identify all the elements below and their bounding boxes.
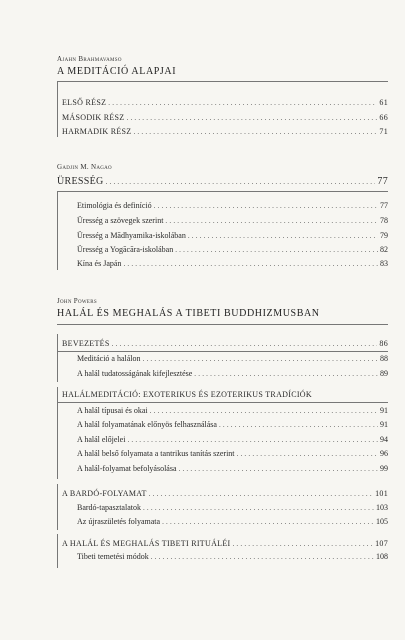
toc-entry[interactable]: Üresség a Yogācāra-iskolában ..... 82 <box>77 244 388 255</box>
toc-entry[interactable]: A halál tudatosságának kifejlesztése ..... 89 <box>77 368 388 379</box>
toc-group-heading[interactable]: A BARDÓ-FOLYAMAT ..... 101 <box>62 488 388 499</box>
group-2-rule <box>57 402 388 403</box>
toc-entry[interactable]: Kína és Japán ..... 83 <box>77 258 388 269</box>
section-2-author: Gadjin M. Nagao <box>57 163 112 171</box>
toc-group-heading[interactable]: A HALÁL ÉS MEGHALÁS TIBETI RITUÁLÉI ..... 107 <box>62 538 388 549</box>
section-1-rule <box>57 81 388 82</box>
group-2-box-edge <box>57 387 58 479</box>
toc-entry[interactable]: Az újraszületés folyamata ..... 105 <box>77 516 388 527</box>
toc-group-heading: HALÁLMEDITÁCIÓ: EXOTERIKUS ÉS EZOTERIKUS TRADÍCIÓK <box>62 390 312 399</box>
group-1-rule <box>57 351 388 352</box>
section-3-author: John Powers <box>57 297 97 305</box>
toc-entry[interactable]: MÁSODIK RÉSZ ..... 66 <box>62 112 388 123</box>
toc-entry[interactable]: Bardó-tapasztalatok ..... 103 <box>77 502 388 513</box>
group-3-box-edge <box>57 484 58 530</box>
toc-entry[interactable]: Üresség a Mādhyamika-iskolában ..... 79 <box>77 230 388 241</box>
toc-entry[interactable]: A halál típusai és okai ..... 91 <box>77 405 388 416</box>
section-1-box-edge <box>57 81 58 137</box>
section-1-author: Ajahn Brahmavamso <box>57 55 122 63</box>
toc-entry[interactable]: Etimológia és definíció ..... 77 <box>77 200 388 211</box>
group-1-box-edge <box>57 334 58 382</box>
section-3-title: HALÁL ÉS MEGHALÁS A TIBETI BUDDHIZMUSBAN <box>57 308 320 319</box>
toc-entry[interactable]: A halál előjelei ..... 94 <box>77 434 388 445</box>
toc-entry[interactable]: A halál folyamatának előnyös felhasználása ..... 91 <box>77 419 388 430</box>
toc-entry[interactable]: ELSŐ RÉSZ ..... 61 <box>62 97 388 108</box>
section-2-title-line[interactable]: ÜRESSÉG ..... 77 <box>57 176 388 187</box>
toc-entry[interactable]: A halál belső folyamata a tantrikus tanítás szerint ..... 96 <box>77 448 388 459</box>
section-2-box-edge <box>57 191 58 270</box>
section-3-rule <box>57 324 388 325</box>
section-2-title: ÜRESSÉG <box>57 176 104 187</box>
section-2-rule <box>57 191 388 192</box>
group-4-box-edge <box>57 534 58 568</box>
toc-entry[interactable]: A halál-folyamat befolyásolása ..... 99 <box>77 463 388 474</box>
toc-group-heading[interactable]: BEVEZETÉS ..... 86 <box>62 338 388 349</box>
toc-entry[interactable]: HARMADIK RÉSZ ..... 71 <box>62 126 388 137</box>
toc-entry[interactable]: Tibeti temetési módok ..... 108 <box>77 551 388 562</box>
section-1-title: A MEDITÁCIÓ ALAPJAI <box>57 66 177 77</box>
toc-entry[interactable]: Üresség a szövegek szerint ..... 78 <box>77 215 388 226</box>
toc-entry[interactable]: Meditáció a halálon ..... 88 <box>77 353 388 364</box>
